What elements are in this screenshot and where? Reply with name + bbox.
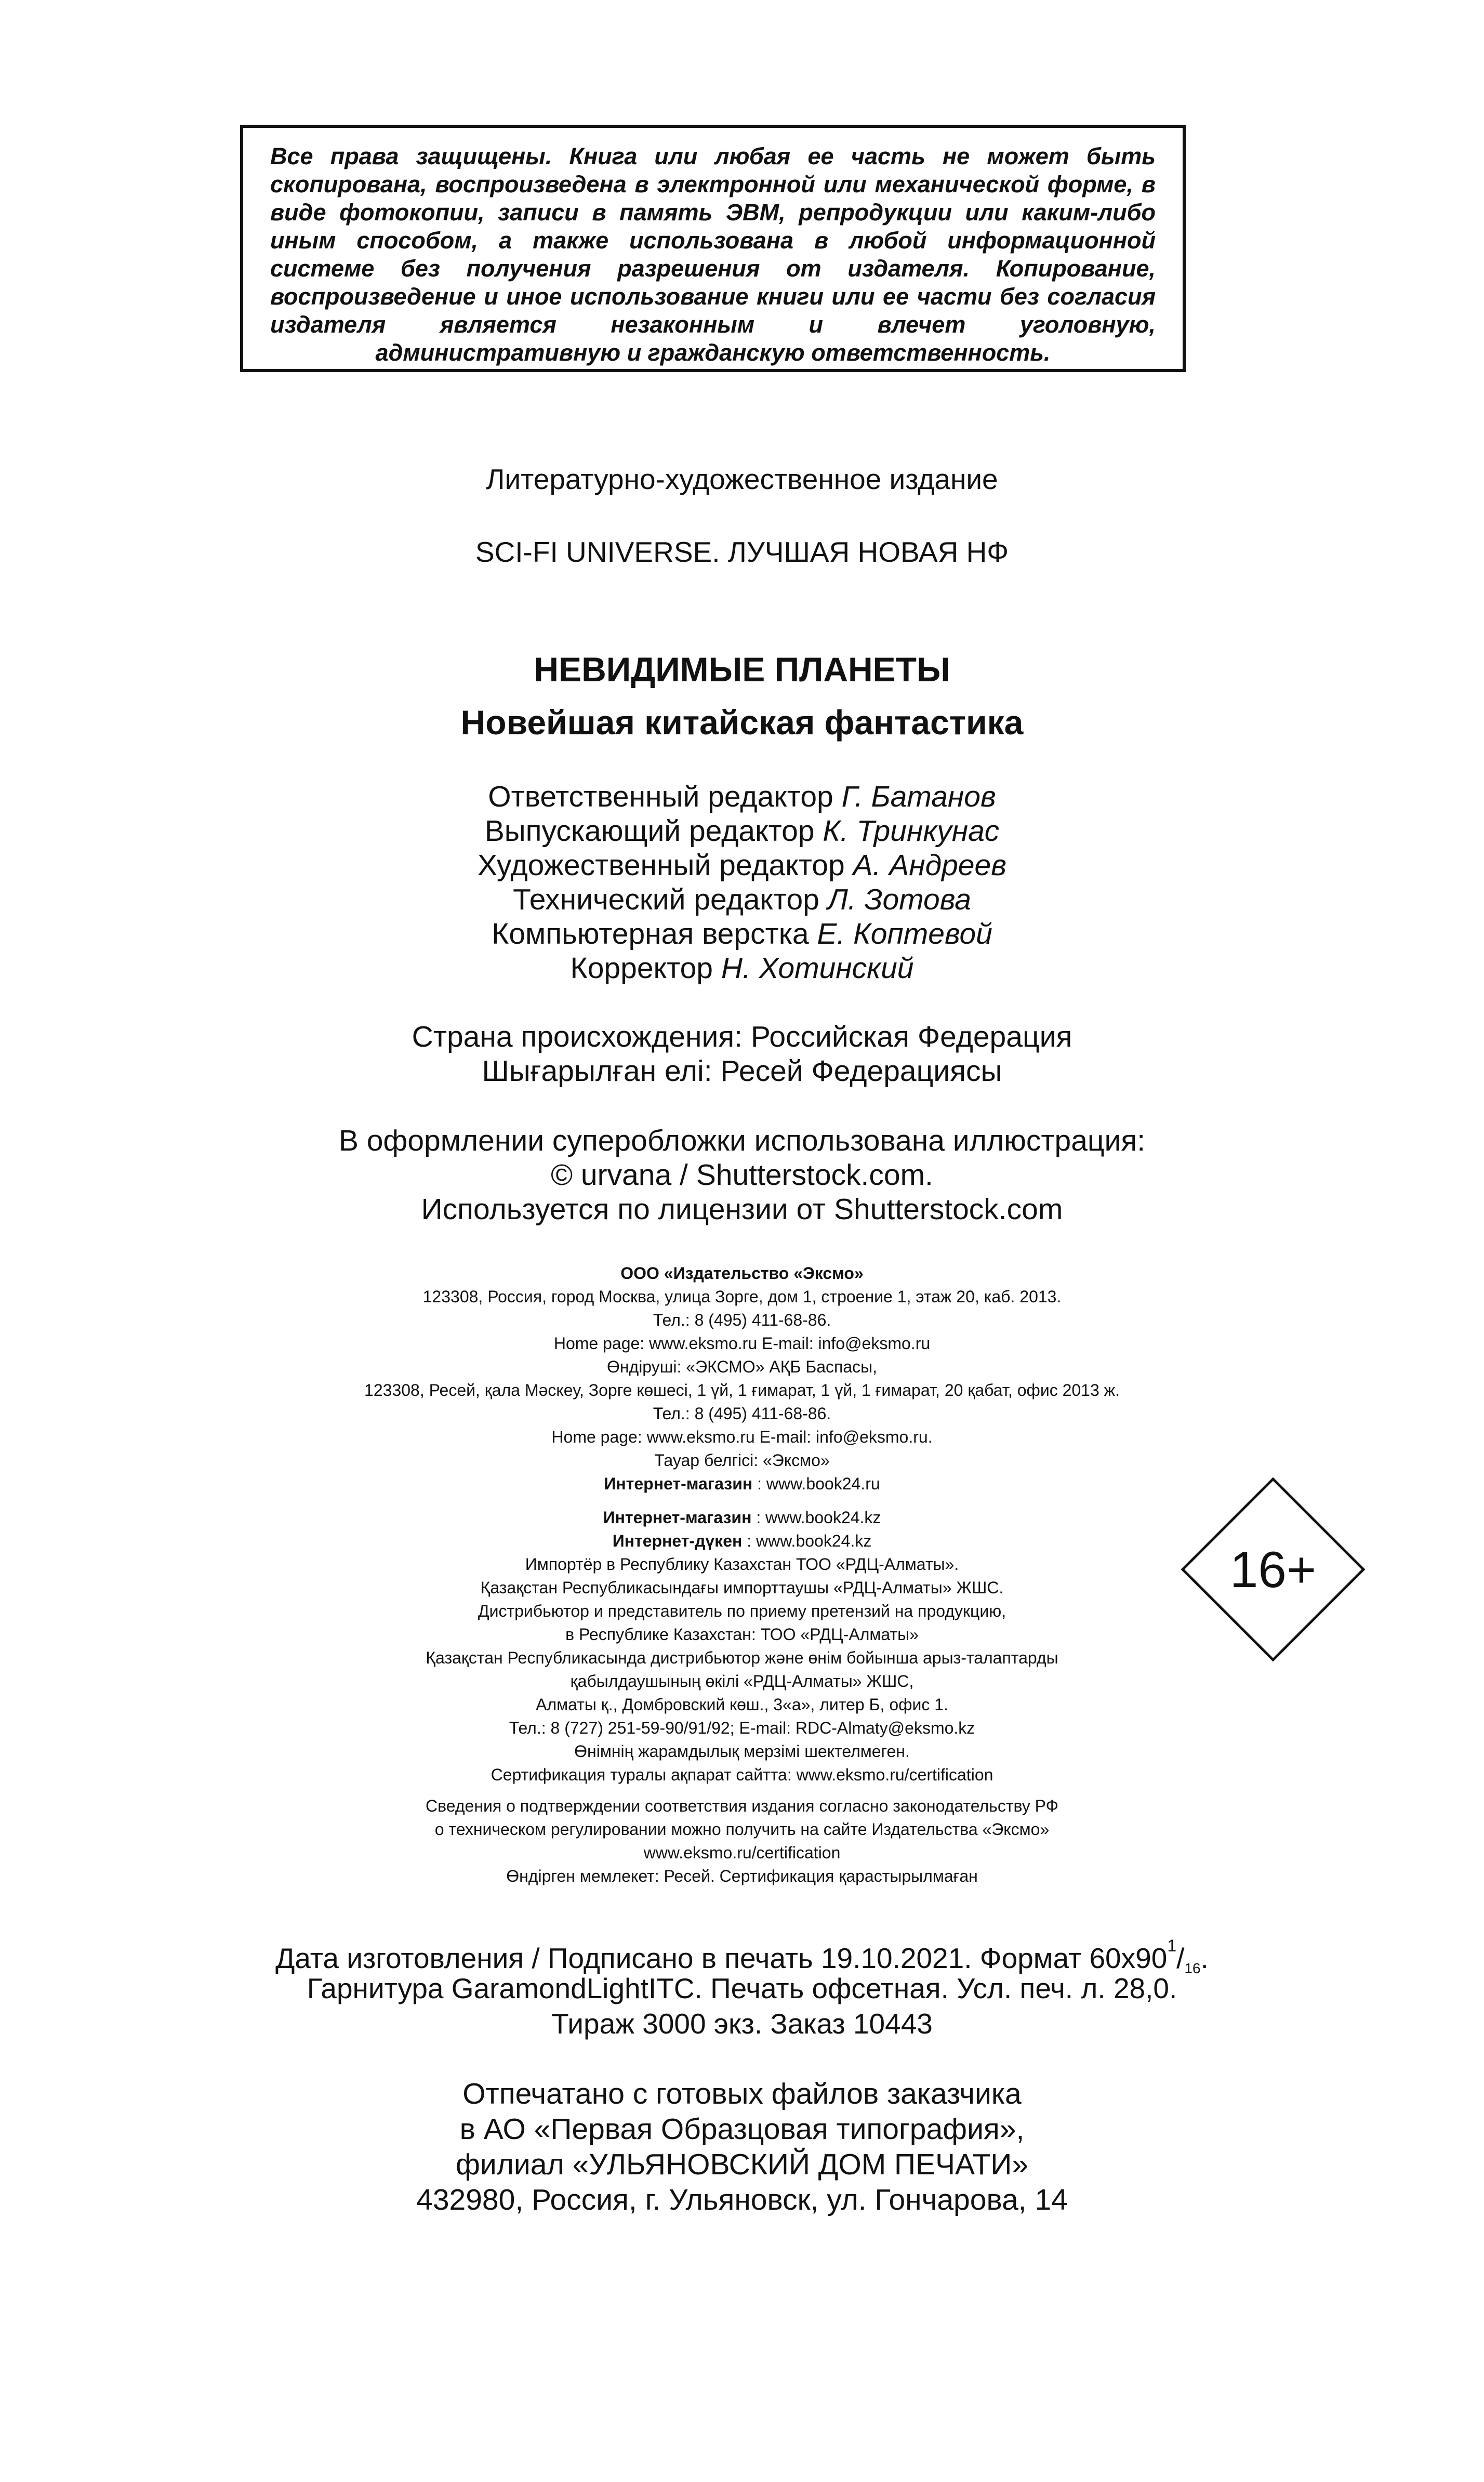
credit-name: А. Андреев (853, 849, 1006, 882)
imprint-line: Өндірген мемлекет: Ресей. Сертификация қарастырылмаған (506, 1867, 978, 1885)
credit-name: К. Тринкунас (823, 814, 1000, 848)
cover-illustration-note: В оформлении суперобложки использована иллюстрация: (338, 1124, 1146, 1157)
credit-role: Выпускающий редактор (484, 814, 823, 848)
credit-role: Художественный редактор (478, 849, 853, 882)
credit-name: Г. Батанов (841, 780, 996, 813)
imprint-label: Интернет-дүкен (612, 1532, 743, 1550)
credit-line (0, 917, 1484, 951)
printer-line: в АО «Первая Образцовая типография», (459, 2113, 1025, 2146)
imprint-line: в Республике Казахстан: ТОО «РДЦ-Алматы» (565, 1625, 919, 1644)
production-text-end: . (1200, 1942, 1209, 1974)
format-fraction-slash: / (1176, 1942, 1185, 1974)
age-rating-badge (1181, 1477, 1366, 1662)
imprint-label: Интернет-магазин (603, 1508, 752, 1527)
credit-name: Е. Коптевой (817, 917, 992, 950)
imprint-line: www.eksmo.ru/certification (643, 1843, 841, 1862)
credit-role: Корректор (570, 952, 721, 985)
imprint-line: Импортёр в Республику Казахстан ТОО «РДЦ-Алматы». (525, 1555, 959, 1574)
production-print-run: Тираж 3000 экз. Заказ 10443 (551, 2008, 933, 2040)
book-subtitle: Новейшая китайская фантастика (460, 703, 1024, 742)
series-name: SCI-FI UNIVERSE. ЛУЧШАЯ НОВАЯ НФ (475, 536, 1009, 568)
credit-name: Л. Зотова (827, 883, 971, 916)
imprint-line: 123308, Россия, город Москва, улица Зорге, дом 1, строение 1, этаж 20, каб. 2013. (422, 1287, 1062, 1306)
imprint-value: : www.book24.kz (751, 1508, 881, 1527)
imprint-line: Тауар белгісі: «Эксмо» (654, 1451, 830, 1470)
imprint-line: ООО «Издательство «Эксмо» (620, 1264, 864, 1283)
cover-illustration-credit: © urvana / Shutterstock.com. (551, 1158, 933, 1192)
credit-line (0, 848, 1484, 882)
edition-type: Литературно-художественное издание (486, 463, 998, 495)
credit-role: Ответственный редактор (488, 780, 842, 813)
imprint-line: Тел.: 8 (727) 251-59-90/91/92; E-mail: RDC-Almaty@eksmo.kz (509, 1719, 975, 1737)
production-typeface: Гарнитура GaramondLightITC. Печать офсетная. Усл. печ. л. 28,0. (307, 1972, 1177, 2004)
origin-country-kz: Шығарылған елі: Ресей Федерациясы (482, 1054, 1002, 1088)
imprint-line: Сертификация туралы ақпарат сайтта: www.eksmo.ru/certification (491, 1765, 993, 1784)
imprint-line: Өнімнің жарамдылық мерзімі шектелмеген. (574, 1742, 910, 1761)
production-text: Дата изготовления / Подписано в печать 19.10.2021. Формат 60x90 (275, 1942, 1168, 1974)
credit-role: Технический редактор (513, 883, 828, 916)
imprint-value: : www.book24.kz (742, 1532, 872, 1550)
credit-role: Компьютерная верстка (492, 917, 817, 950)
imprint-line: Қазақстан Республикасында дистрибьютор және өнім бойынша арыз-талаптарды (426, 1648, 1058, 1667)
credit-name: Н. Хотинский (721, 952, 914, 985)
credit-line (0, 951, 1484, 985)
credit-line (0, 814, 1484, 848)
rights-notice-box (240, 125, 1186, 372)
credit-line (0, 780, 1484, 814)
imprint-line: о техническом регулировании можно получить на сайте Издательства «Эксмо» (434, 1820, 1050, 1839)
imprint-line: Дистрибьютор и представитель по приему претензий на продукцию, (478, 1602, 1006, 1620)
imprint-line: Тел.: 8 (495) 411-68-86. (653, 1311, 831, 1329)
credit-line (0, 882, 1484, 917)
printer-line: 432980, Россия, г. Ульяновск, ул. Гончарова, 14 (416, 2183, 1068, 2216)
rights-notice-text: Все права защищены. Книга или любая ее часть не может быть скопирована, воспроизведена в электронной или механической форме, в виде фотокопии, записи в память ЭВМ, репродукции или каким-либо иным способом, а также использована в любой информационной системе без получения разрешения от издателя. Копирование, воспроизведение и иное использование книги или ее части без согласия издателя является незаконным и влечет уголовную, административную и гражданскую ответственность. (270, 143, 1156, 366)
imprint-line: Home page: www.eksmo.ru E-mail: info@eksmo.ru (553, 1334, 931, 1353)
printer-line: Отпечатано с готовых файлов заказчика (462, 2077, 1022, 2110)
imprint-line: Сведения о подтверждении соответствия издания согласно законодательству РФ (426, 1797, 1058, 1815)
printer-line: филиал «УЛЬЯНОВСКИЙ ДОМ ПЕЧАТИ» (455, 2148, 1029, 2181)
format-fraction-denominator: 16 (1184, 1960, 1201, 1976)
imprint-line: Қазақстан Республикасындағы импорттаушы «РДЦ-Алматы» ЖШС. (480, 1578, 1004, 1597)
book-title: НЕВИДИМЫЕ ПЛАНЕТЫ (534, 650, 950, 689)
origin-country: Страна происхождения: Российская Федерация (412, 1020, 1072, 1053)
age-rating-text: 16+ (1229, 1540, 1317, 1598)
imprint-value: : www.book24.ru (752, 1474, 880, 1493)
format-fraction-numerator: 1 (1167, 1936, 1177, 1955)
imprint-label: Интернет-магазин (604, 1474, 753, 1493)
imprint-line: Өндіруші: «ЭКСМО» АҚБ Баспасы, (606, 1357, 878, 1376)
imprint-line: Алматы қ., Домбровский көш., 3«а», литер Б, офис 1. (536, 1695, 948, 1714)
production-date-format (0, 1936, 1484, 1977)
imprint-line: қабылдаушының өкілі «РДЦ-Алматы» ЖШС, (570, 1672, 914, 1691)
cover-illustration-license: Используется по лицензии от Shutterstock.com (421, 1193, 1063, 1226)
imprint-line: 123308, Ресей, қала Мәскеу, Зорге көшесі, 1 үй, 1 ғимарат, 1 үй, 1 ғимарат, 20 қабат, офис 2013 ж. (364, 1381, 1120, 1400)
imprint-line: Тел.: 8 (495) 411-68-86. (653, 1404, 831, 1423)
imprint-line: Home page: www.eksmo.ru E-mail: info@eksmo.ru. (551, 1428, 933, 1446)
